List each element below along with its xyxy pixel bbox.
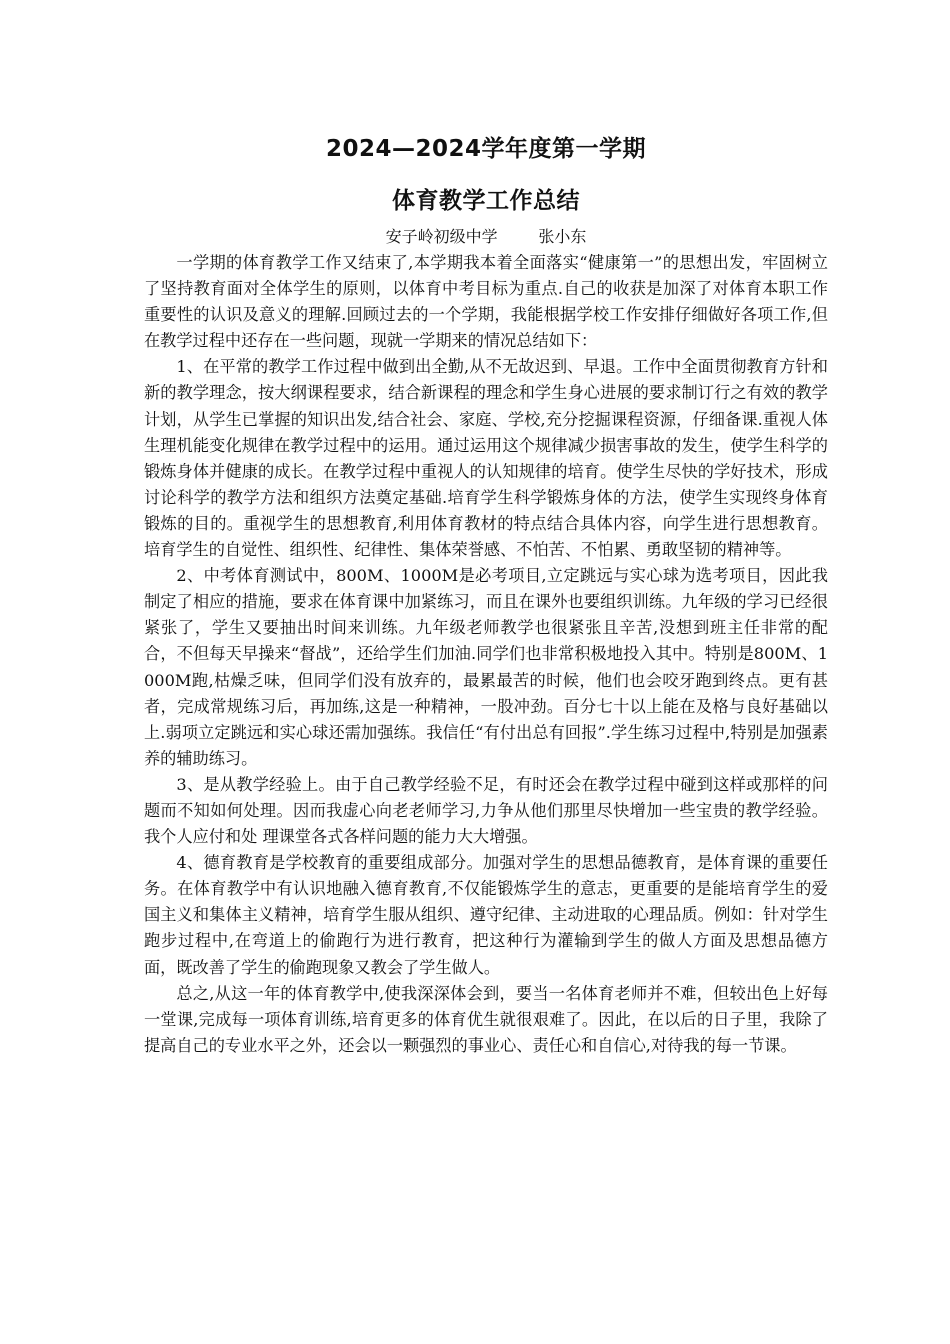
paragraph-4: 4、德育教育是学校教育的重要组成部分。加强对学生的思想品德教育，是体育课的重要任务。在体育教学中有认识地融入德育教育,不仅能锻炼学生的意志，更重要的是能培育学生的爱国主义和集体主义精神，培育学生服从组织、遵守纪律、主动进取的心理品质。例如：针对学生跑步过程中,在弯道上的偷跑行为进行教育，把这种行为灌输到学生的做人方面及思想品德方面，既改善了学生的偷跑现象又教会了学生做人。 — [144, 853, 828, 977]
paragraph-intro: 一学期的体育教学工作又结束了,本学期我本着全面落实“健康第一”的思想出发，牢固树立了坚持教育面对全体学生的原则，以体育中考目标为重点.自己的收获是加深了对体育本职工作重要性的认识及意义的理解.回顾过去的一个学期，我能根据学校工作安排仔细做好各项工作,但在教学过程中还存在一些问题，现就一学期来的情况总结如下： — [144, 253, 828, 351]
paragraph-1: 1、在平常的教学工作过程中做到出全勤,从不无故迟到、早退。工作中全面贯彻教育方针和新的教学理念，按大纲课程要求，结合新课程的理念和学生身心进展的要求制订行之有效的教学计划，从学生已掌握的知识出发,结合社会、家庭、学校,充分挖掘课程资源，仔细备课.重视人体生理机能变化规律在教学过程中的运用。通过运用这个规律减少损害事故的发生，使学生科学的锻炼身体并健康的成长。在教学过程中重视人的认知规律的培育。使学生尽快的学好技术，形成讨论科学的教学方法和组织方法奠定基础.培育学生科学锻炼身体的方法，使学生实现终身体育锻炼的目的。重视学生的思想教育,利用体育教材的特点结合具体内容，向学生进行思想教育。培育学生的自觉性、组织性、纪律性、集体荣誉感、不怕苦、不怕累、勇敢坚韧的精神等。 — [144, 357, 828, 560]
document-page — [144, 130, 828, 1059]
paragraph-2: 2、中考体育测试中，800M、1000M是必考项目,立定跳远与实心球为选考项目，因此我制定了相应的措施，要求在体育课中加紧练习，而且在课外也要组织训练。九年级的学习已经很紧张了，学生又要抽出时间来训练。九年级老师教学也很紧张且辛苦,没想到班主任非常的配合，不但每天早操来“督战”，还给学生们加油.同学们也非常积极地投入其中。特别是800M、1000M跑,枯燥乏味，但同学们没有放弃的，最累最苦的时候，他们也会咬牙跑到终点。更有甚者，完成常规练习后，再加练,这是一种精神，一股冲劲。百分七十以上能在及格与良好基础以上.弱项立定跳远和实心球还需加强练。我信任“有付出总有回报”.学生练习过程中,特别是加强素养的辅助练习。 — [144, 566, 828, 768]
document-title-line2: 体育教学工作总结 — [392, 188, 580, 214]
author-byline: 安子岭初级中学 张小东 — [385, 227, 587, 246]
paragraph-3: 3、是从教学经验上。由于自己教学经验不足，有时还会在教学过程中碰到这样或那样的问题而不知如何处理。因而我虚心向老老师学习,力争从他们那里尽快增加一些宝贵的教学经验。我个人应付和处 理课堂各式各样问题的能力大大增强。 — [144, 774, 828, 847]
paragraph-conclusion: 总之,从这一年的体育教学中,使我深深体会到，要当一名体育老师并不难，但较出色上好每一堂课,完成每一项体育训练,培育更多的体育优生就很艰难了。因此，在以后的日子里，我除了提高自己的专业水平之外，还会以一颗强烈的事业心、责任心和自信心,对待我的每一节课。 — [144, 983, 828, 1055]
document-title-line1: 2024—2024学年度第一学期 — [325, 136, 647, 162]
